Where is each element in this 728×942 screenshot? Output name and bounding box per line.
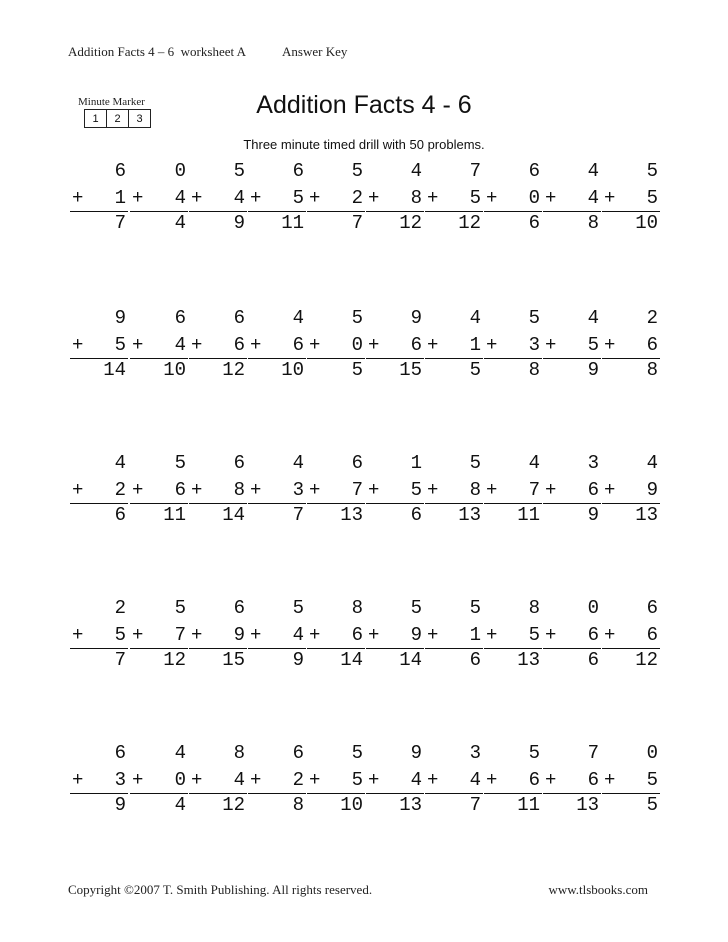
problem-bottom-line: [130, 769, 186, 791]
problem-bottom-line: [543, 479, 599, 501]
problem-answer: 7: [469, 794, 481, 816]
problem-bottom-line: [189, 769, 245, 791]
plus-sign: +: [250, 187, 262, 209]
problem-bottom-number: 5: [469, 187, 481, 209]
plus-sign: +: [604, 624, 616, 646]
problem-answer: 15: [399, 359, 422, 381]
answer-key-label: Answer Key: [282, 44, 348, 59]
problem-bottom-number: 7: [174, 624, 186, 646]
problem-bottom-number: 5: [351, 769, 363, 791]
problem-top-number: 5: [233, 160, 245, 182]
problem-bottom-number: 5: [587, 334, 599, 356]
problem-answer: 6: [587, 649, 599, 671]
problem-bottom-line: [248, 624, 304, 646]
problem-top-number: 9: [114, 307, 126, 329]
problem-answer: 7: [351, 212, 363, 234]
plus-sign: +: [368, 334, 380, 356]
problem-answer: 9: [114, 794, 126, 816]
plus-sign: +: [132, 624, 144, 646]
problem-bottom-line: [70, 769, 126, 791]
problem-bottom-number: 2: [292, 769, 304, 791]
minute-marker-box-3: 3: [136, 112, 143, 125]
problem-top-number: 4: [587, 160, 599, 182]
problem-answer: 12: [399, 212, 422, 234]
problem-top-number: 4: [114, 452, 126, 474]
problem-answer: 14: [340, 649, 363, 671]
problem-bottom-number: 4: [174, 187, 186, 209]
problem-top-number: 5: [174, 452, 186, 474]
problem-top-number: 5: [469, 452, 481, 474]
problem-top-number: 6: [114, 742, 126, 764]
problem-bottom-number: 7: [528, 479, 540, 501]
problem-answer: 7: [114, 212, 126, 234]
problem-top-number: 6: [114, 160, 126, 182]
plus-sign: +: [427, 479, 439, 501]
problem-bottom-number: 1: [469, 334, 481, 356]
problem-top-number: 6: [292, 742, 304, 764]
problem-bottom-number: 4: [469, 769, 481, 791]
problem-top-number: 6: [351, 452, 363, 474]
problem-answer: 6: [469, 649, 481, 671]
problem-bottom-line: [602, 769, 658, 791]
problem-bottom-number: 8: [410, 187, 422, 209]
problem-bottom-number: 3: [292, 479, 304, 501]
problem-bottom-line: [425, 187, 481, 209]
plus-sign: +: [191, 769, 203, 791]
problem-bottom-line: [189, 479, 245, 501]
plus-sign: +: [191, 187, 203, 209]
plus-sign: +: [72, 187, 84, 209]
problem-bottom-line: [366, 624, 422, 646]
plus-sign: +: [486, 479, 498, 501]
problem-answer: 13: [399, 794, 422, 816]
problem-answer: 5: [646, 794, 658, 816]
plus-sign: +: [368, 479, 380, 501]
problem-bottom-line: [602, 479, 658, 501]
plus-sign: +: [309, 334, 321, 356]
problem-answer: 11: [163, 504, 186, 526]
problem-bottom-number: 4: [587, 187, 599, 209]
problem-bottom-number: 7: [351, 479, 363, 501]
plus-sign: +: [604, 334, 616, 356]
problem-bottom-line: [130, 187, 186, 209]
problem-top-number: 5: [528, 742, 540, 764]
problem-bottom-number: 9: [410, 624, 422, 646]
problem-bottom-line: [484, 187, 540, 209]
problem-answer: 14: [222, 504, 245, 526]
problem-top-number: 3: [469, 742, 481, 764]
problem-answer: 13: [340, 504, 363, 526]
problem-answer: 12: [458, 212, 481, 234]
plus-sign: +: [486, 334, 498, 356]
problem-top-number: 4: [469, 307, 481, 329]
problem-top-number: 5: [351, 160, 363, 182]
plus-sign: +: [132, 479, 144, 501]
problem-top-number: 5: [646, 160, 658, 182]
problem-answer: 4: [174, 794, 186, 816]
problem-bottom-line: [602, 187, 658, 209]
problem-top-number: 5: [469, 597, 481, 619]
problem-top-number: 5: [292, 597, 304, 619]
plus-sign: +: [72, 624, 84, 646]
problem-top-number: 0: [587, 597, 599, 619]
problem-bottom-number: 6: [528, 769, 540, 791]
problem-answer: 9: [587, 359, 599, 381]
minute-marker-box-2: 2: [107, 110, 129, 127]
problem-bottom-line: [602, 624, 658, 646]
problem-top-number: 5: [351, 742, 363, 764]
problem-top-number: 5: [528, 307, 540, 329]
plus-sign: +: [486, 624, 498, 646]
problem-top-number: 0: [646, 742, 658, 764]
problem-bottom-line: [248, 479, 304, 501]
problem-answer: 13: [576, 794, 599, 816]
problem-bottom-line: [189, 334, 245, 356]
problem-answer: 6: [114, 504, 126, 526]
problem-bottom-number: 4: [292, 624, 304, 646]
website-link: www.tlsbooks.com: [548, 882, 648, 897]
problem-top-number: 4: [292, 307, 304, 329]
problem-bottom-line: [70, 624, 126, 646]
problem-answer: 11: [517, 504, 540, 526]
problem-answer: 9: [233, 212, 245, 234]
problem-bottom-number: 5: [410, 479, 422, 501]
plus-sign: +: [250, 624, 262, 646]
worksheet-label: Addition Facts 4 – 6 worksheet A: [68, 44, 247, 59]
problem-top-number: 8: [351, 597, 363, 619]
problem-bottom-number: 3: [528, 334, 540, 356]
problem-bottom-line: [543, 624, 599, 646]
plus-sign: +: [368, 769, 380, 791]
problem-answer: 14: [399, 649, 422, 671]
plus-sign: +: [486, 187, 498, 209]
problem-bottom-line: [248, 769, 304, 791]
plus-sign: +: [191, 479, 203, 501]
problem-bottom-line: [366, 334, 422, 356]
problem-bottom-line: [425, 624, 481, 646]
plus-sign: +: [604, 187, 616, 209]
problem-bottom-number: 6: [587, 624, 599, 646]
problem-bottom-line: [484, 479, 540, 501]
problem-bottom-line: [425, 479, 481, 501]
problem-bottom-line: [307, 334, 363, 356]
problem-top-number: 5: [174, 597, 186, 619]
problem-bottom-number: 6: [410, 334, 422, 356]
problem-bottom-number: 8: [469, 479, 481, 501]
problem-bottom-line: [543, 187, 599, 209]
plus-sign: +: [604, 479, 616, 501]
plus-sign: +: [545, 479, 557, 501]
plus-sign: +: [72, 334, 84, 356]
problem-bottom-number: 9: [646, 479, 658, 501]
plus-sign: +: [604, 769, 616, 791]
problem-bottom-number: 1: [114, 187, 126, 209]
problem-top-number: 2: [646, 307, 658, 329]
problem-bottom-number: 6: [174, 479, 186, 501]
problem-answer: 10: [635, 212, 658, 234]
problem-top-number: 6: [174, 307, 186, 329]
problem-top-number: 0: [174, 160, 186, 182]
plus-sign: +: [191, 624, 203, 646]
plus-sign: +: [132, 769, 144, 791]
problem-answer: 10: [163, 359, 186, 381]
problem-bottom-number: 5: [114, 334, 126, 356]
plus-sign: +: [191, 334, 203, 356]
problem-top-number: 8: [528, 597, 540, 619]
problem-bottom-number: 5: [646, 769, 658, 791]
problem-bottom-line: [602, 334, 658, 356]
plus-sign: +: [427, 187, 439, 209]
problem-bottom-number: 2: [351, 187, 363, 209]
plus-sign: +: [132, 187, 144, 209]
problem-bottom-number: 3: [114, 769, 126, 791]
problem-answer: 10: [281, 359, 304, 381]
plus-sign: +: [250, 479, 262, 501]
problem-top-number: 4: [587, 307, 599, 329]
problem-top-number: 8: [233, 742, 245, 764]
problem-bottom-line: [130, 624, 186, 646]
problem-bottom-line: [543, 769, 599, 791]
problem-bottom-number: 6: [351, 624, 363, 646]
problem-answer: 12: [222, 794, 245, 816]
problem-bottom-line: [248, 187, 304, 209]
problem-bottom-number: 6: [587, 479, 599, 501]
problem-bottom-line: [307, 624, 363, 646]
problem-bottom-number: 6: [233, 334, 245, 356]
problem-bottom-number: 0: [528, 187, 540, 209]
problem-bottom-line: [484, 769, 540, 791]
problem-top-number: 4: [528, 452, 540, 474]
problem-answer: 6: [528, 212, 540, 234]
problem-answer: 13: [635, 504, 658, 526]
problem-bottom-number: 6: [646, 624, 658, 646]
problem-bottom-line: [366, 769, 422, 791]
problem-bottom-number: 0: [174, 769, 186, 791]
plus-sign: +: [427, 334, 439, 356]
problem-answer: 9: [587, 504, 599, 526]
problem-answer: 12: [163, 649, 186, 671]
problem-bottom-line: [366, 479, 422, 501]
problem-bottom-number: 1: [469, 624, 481, 646]
problem-bottom-number: 4: [233, 187, 245, 209]
problem-answer: 11: [281, 212, 304, 234]
minute-marker-title: Minute Marker: [78, 96, 145, 108]
plus-sign: +: [309, 187, 321, 209]
problem-bottom-line: [425, 334, 481, 356]
problem-top-number: 4: [646, 452, 658, 474]
problem-top-number: 7: [469, 160, 481, 182]
problem-answer: 8: [587, 212, 599, 234]
problem-answer: 14: [103, 359, 126, 381]
problem-top-number: 3: [587, 452, 599, 474]
problem-bottom-number: 6: [292, 334, 304, 356]
problem-bottom-number: 0: [351, 334, 363, 356]
problem-bottom-number: 8: [233, 479, 245, 501]
problem-bottom-line: [307, 479, 363, 501]
problem-bottom-line: [425, 769, 481, 791]
plus-sign: +: [309, 769, 321, 791]
problem-top-number: 5: [351, 307, 363, 329]
page-subtitle: Three minute timed drill with 50 problems.: [243, 137, 485, 152]
problem-answer: 7: [292, 504, 304, 526]
problem-bottom-number: 6: [646, 334, 658, 356]
problem-bottom-line: [543, 334, 599, 356]
problem-bottom-line: [189, 187, 245, 209]
plus-sign: +: [545, 187, 557, 209]
problem-top-number: 9: [410, 742, 422, 764]
problem-answer: 13: [458, 504, 481, 526]
problem-answer: 5: [351, 359, 363, 381]
problem-answer: 10: [340, 794, 363, 816]
problem-top-number: 7: [587, 742, 599, 764]
plus-sign: +: [72, 769, 84, 791]
plus-sign: +: [250, 334, 262, 356]
problem-bottom-number: 9: [233, 624, 245, 646]
problem-top-number: 6: [292, 160, 304, 182]
problem-top-number: 6: [233, 452, 245, 474]
problem-bottom-line: [130, 479, 186, 501]
problem-bottom-line: [307, 769, 363, 791]
plus-sign: +: [486, 769, 498, 791]
problem-bottom-line: [130, 334, 186, 356]
plus-sign: +: [545, 624, 557, 646]
problem-bottom-line: [307, 187, 363, 209]
problem-answer: 8: [292, 794, 304, 816]
problem-answer: 4: [174, 212, 186, 234]
problem-answer: 12: [635, 649, 658, 671]
plus-sign: +: [250, 769, 262, 791]
problem-top-number: 6: [233, 307, 245, 329]
plus-sign: +: [132, 334, 144, 356]
plus-sign: +: [368, 187, 380, 209]
problem-answer: 9: [292, 649, 304, 671]
problem-bottom-number: 5: [114, 624, 126, 646]
problem-answer: 6: [410, 504, 422, 526]
problem-top-number: 1: [410, 452, 422, 474]
plus-sign: +: [309, 479, 321, 501]
problem-bottom-line: [484, 334, 540, 356]
problem-top-number: 5: [410, 597, 422, 619]
problem-top-number: 9: [410, 307, 422, 329]
problem-answer: 8: [646, 359, 658, 381]
problem-bottom-line: [70, 479, 126, 501]
page-title: Addition Facts 4 - 6: [256, 91, 472, 119]
problem-top-number: 4: [410, 160, 422, 182]
problem-bottom-line: [189, 624, 245, 646]
problem-bottom-number: 4: [174, 334, 186, 356]
plus-sign: +: [427, 769, 439, 791]
problem-bottom-number: 4: [233, 769, 245, 791]
problem-top-number: 4: [174, 742, 186, 764]
problem-bottom-number: 5: [528, 624, 540, 646]
problem-bottom-number: 6: [587, 769, 599, 791]
problem-answer: 15: [222, 649, 245, 671]
problem-answer: 12: [222, 359, 245, 381]
problem-bottom-line: [366, 187, 422, 209]
problem-bottom-number: 5: [292, 187, 304, 209]
problem-top-number: 6: [528, 160, 540, 182]
problem-bottom-line: [70, 334, 126, 356]
plus-sign: +: [427, 624, 439, 646]
problem-bottom-line: [70, 187, 126, 209]
problem-top-number: 6: [646, 597, 658, 619]
problem-answer: 13: [517, 649, 540, 671]
problem-top-number: 6: [233, 597, 245, 619]
problem-top-number: 2: [114, 597, 126, 619]
problem-bottom-number: 5: [646, 187, 658, 209]
plus-sign: +: [309, 624, 321, 646]
problem-answer: 7: [114, 649, 126, 671]
problem-answer: 8: [528, 359, 540, 381]
plus-sign: +: [368, 624, 380, 646]
problem-bottom-number: 2: [114, 479, 126, 501]
problem-bottom-line: [248, 334, 304, 356]
plus-sign: +: [545, 769, 557, 791]
plus-sign: +: [72, 479, 84, 501]
plus-sign: +: [545, 334, 557, 356]
problem-bottom-number: 4: [410, 769, 422, 791]
minute-marker-box-1: 1: [85, 110, 107, 127]
problem-answer: 11: [517, 794, 540, 816]
problem-answer: 5: [469, 359, 481, 381]
problem-top-number: 4: [292, 452, 304, 474]
copyright-notice: Copyright ©2007 T. Smith Publishing. All rights reserved.: [68, 882, 373, 897]
problem-bottom-line: [484, 624, 540, 646]
